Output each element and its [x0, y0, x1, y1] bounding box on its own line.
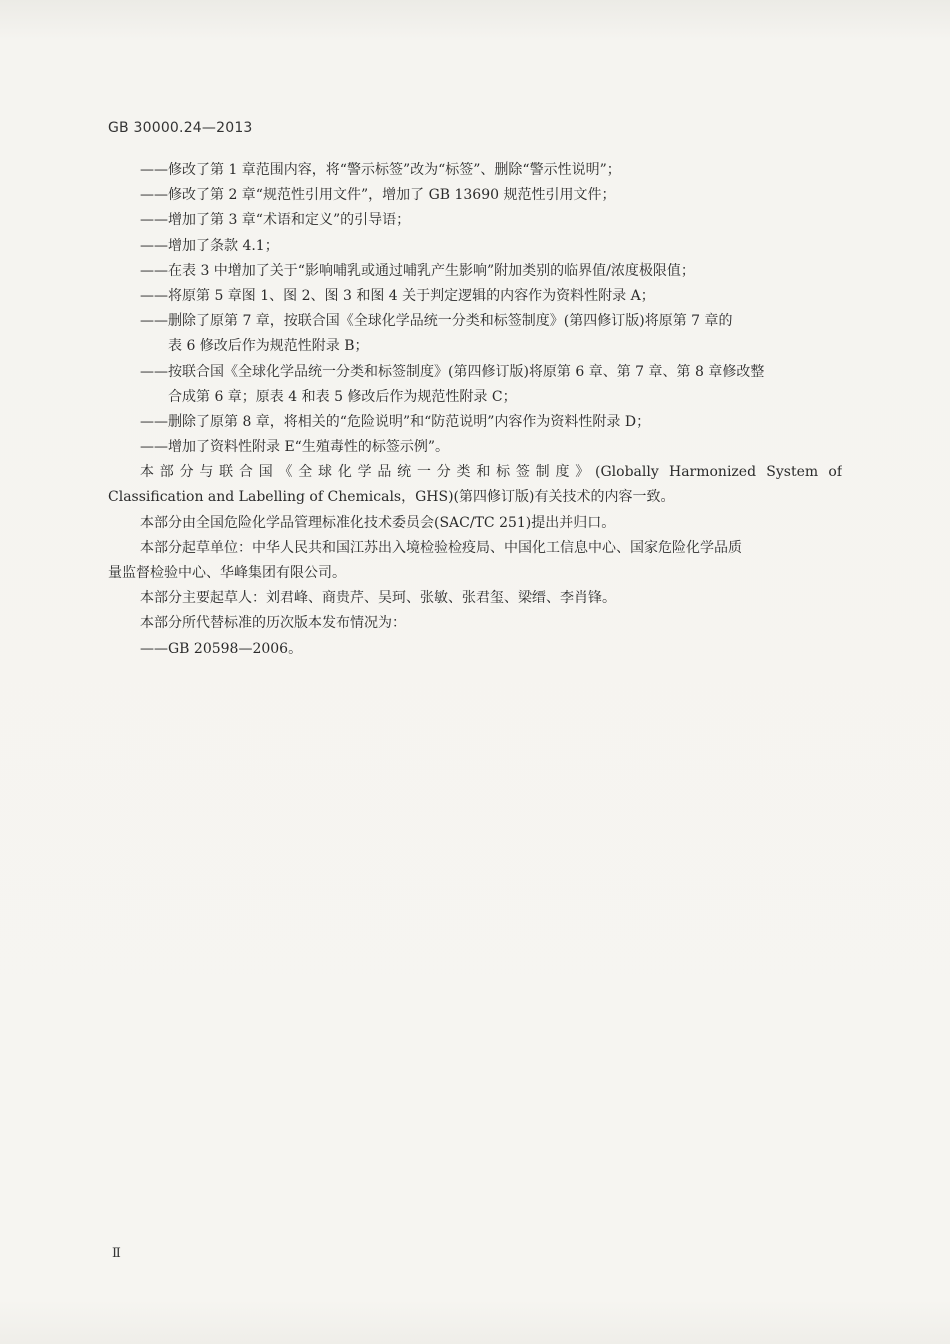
page-number: Ⅱ [112, 1246, 121, 1261]
paragraph-line: 本部分所代替标准的历次版本发布情况为： [140, 615, 406, 632]
change-item: ——修改了第 1 章范围内容，将“警示标签”改为“标签”、删除“警示性说明”； [140, 162, 621, 178]
change-item: ——按联合国《全球化学品统一分类和标签制度》(第四修订版)将原第 6 章、第 7 章、第 8 章修改整 [140, 363, 765, 380]
change-item-continuation: 表 6 修改后作为规范性附录 B； [168, 338, 369, 355]
paragraph-line: 本部分与联合国《全球化学品统一分类和标签制度》(Globally Harmonized System of [140, 464, 842, 481]
paragraph-line: 本部分起草单位：中华人民共和国江苏出入境检验检疫局、中国化工信息中心、国家危险化学品质 [140, 539, 742, 556]
change-item: ——将原第 5 章图 1、图 2、图 3 和图 4 关于判定逻辑的内容作为资料性附录 A； [140, 287, 655, 304]
change-item: ——在表 3 中增加了关于“影响哺乳或通过哺乳产生影响”附加类别的临界值/浓度极限值； [140, 262, 695, 279]
change-item: ——增加了条款 4.1； [140, 237, 279, 254]
change-item: ——增加了第 3 章“术语和定义”的引导语； [140, 212, 411, 229]
paragraph-line: 本部分主要起草人：刘君峰、商贵芹、吴珂、张敏、张君玺、梁缙、李肖锋。 [140, 590, 616, 607]
paragraph-line: 量监督检验中心、华峰集团有限公司。 [108, 565, 346, 581]
standard-number-header: GB 30000.24—2013 [108, 120, 253, 136]
paragraph-line: Classification and Labelling of Chemicals，GHS)(第四修订版)有关技术的内容一致。 [108, 489, 675, 506]
change-item: ——删除了原第 8 章，将相关的“危险说明”和“防范说明”内容作为资料性附录 D； [140, 413, 651, 430]
change-item: ——修改了第 2 章“规范性引用文件”，增加了 GB 13690 规范性引用文件； [140, 187, 616, 204]
change-item-continuation: 合成第 6 章；原表 4 和表 5 修改后作为规范性附录 C； [168, 388, 517, 405]
change-item: ——删除了原第 7 章，按联合国《全球化学品统一分类和标签制度》(第四修订版)将原第 7 章的 [140, 313, 733, 330]
foreword-body [108, 158, 842, 662]
change-item: ——增加了资料性附录 E“生殖毒性的标签示例”。 [140, 439, 449, 456]
paragraph-line: 本部分由全国危险化学品管理标准化技术委员会(SAC/TC 251)提出并归口。 [140, 514, 616, 531]
previous-edition-item: ——GB 20598—2006。 [140, 640, 303, 657]
